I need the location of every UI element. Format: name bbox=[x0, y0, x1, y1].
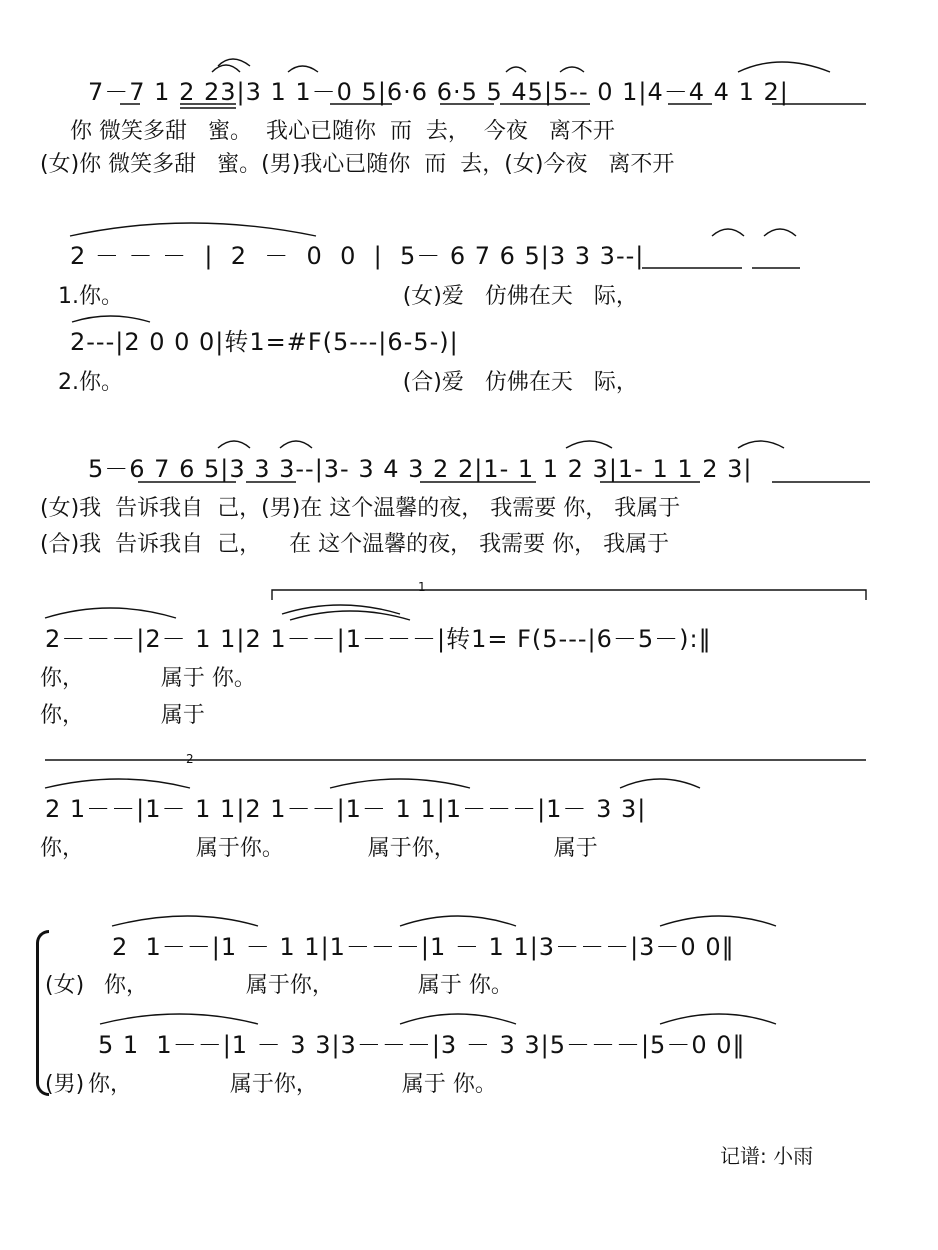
lyric-line-6: 你， 属于你。 属于你， 属于 bbox=[40, 836, 598, 861]
tie bbox=[330, 779, 470, 788]
tie bbox=[660, 1014, 776, 1024]
tie bbox=[45, 779, 190, 788]
slur bbox=[712, 229, 744, 236]
tie bbox=[400, 1014, 516, 1024]
tie bbox=[70, 223, 316, 236]
lyric-line-7-female: 你， 属于你， 属于 你。 bbox=[104, 973, 513, 998]
tie bbox=[100, 1014, 258, 1024]
notation-line-1: 7－7 1 2 23|3 1 1－0 5|6·6 6·5 5 45|5-- 0 1|4－4 4 1 2| bbox=[88, 78, 789, 106]
tie bbox=[45, 608, 176, 618]
notation-line-7-female: 2 1－－|1 － 1 1|1－－－|1 － 1 1|3－－－|3－0 0‖ bbox=[112, 933, 735, 961]
volta-1-label: 1 bbox=[418, 580, 426, 594]
tie bbox=[620, 779, 700, 788]
slur bbox=[560, 67, 584, 72]
lyric-line-5a: 你， 属于 你。 bbox=[40, 666, 256, 691]
notation-line-5: 2－－－|2－ 1 1|2 1－－|1－－－|转1= F(5---|6－5－):‖ bbox=[45, 625, 712, 653]
part-label-male: (男) bbox=[45, 1072, 85, 1097]
slur bbox=[218, 441, 250, 448]
lyric-line-1a: 你 微笑多甜 蜜。 我心已随你 而 去， 今夜 离不开 bbox=[70, 119, 615, 144]
slur bbox=[764, 229, 796, 236]
volta-bracket bbox=[272, 590, 866, 600]
tie bbox=[282, 605, 400, 614]
volta-2-label: 2 bbox=[186, 752, 194, 766]
slur bbox=[280, 441, 312, 448]
tie bbox=[400, 916, 516, 926]
slur bbox=[566, 441, 612, 448]
tie bbox=[112, 916, 258, 926]
lyric-line-7-male: 你， 属于你， 属于 你。 bbox=[88, 1072, 497, 1097]
slur bbox=[288, 66, 318, 72]
transcriber-credit: 记谱: 小雨 bbox=[720, 1144, 814, 1168]
notation-line-7-male: 5 1 1－－|1 － 3 3|3－－－|3 － 3 3|5－－－|5－0 0‖ bbox=[98, 1031, 746, 1059]
slur bbox=[212, 65, 240, 72]
part-label-female: (女) bbox=[45, 973, 85, 998]
lyric-line-3: 2.你。 (合)爱 仿佛在天 际， bbox=[58, 370, 638, 395]
tie bbox=[72, 316, 150, 322]
notation-line-6: 2 1－－|1－ 1 1|2 1－－|1－ 1 1|1－－－|1－ 3 3| bbox=[45, 795, 647, 823]
slur bbox=[506, 67, 526, 72]
lyric-line-4b: (合)我 告诉我自 己， 在 这个温馨的夜， 我需要 你， 我属于 bbox=[40, 532, 670, 557]
slur bbox=[738, 62, 830, 72]
lyric-line-5b: 你， 属于 bbox=[40, 703, 205, 728]
notation-line-3: 2---|2 0 0 0|转1=#F(5---|6-5-)| bbox=[70, 328, 459, 356]
lyric-line-4a: (女)我 告诉我自 己，(男)在 这个温馨的夜， 我需要 你， 我属于 bbox=[40, 496, 681, 521]
notation-line-4: 5－6 7 6 5|3 3 3--|3- 3 4 3 2 2|1- 1 1 2 3|1- 1 1 2 3| bbox=[88, 455, 753, 483]
tie bbox=[660, 916, 776, 926]
lyric-line-2: 1.你。 (女)爱 仿佛在天 际， bbox=[58, 284, 638, 309]
slur bbox=[738, 441, 784, 448]
lyric-line-1b: (女)你 微笑多甜 蜜。(男)我心已随你 而 去，(女)今夜 离不开 bbox=[40, 152, 675, 177]
notation-line-2: 2 － － － | 2 － 0 0 | 5－ 6 7 6 5|3 3 3--| bbox=[70, 242, 645, 270]
